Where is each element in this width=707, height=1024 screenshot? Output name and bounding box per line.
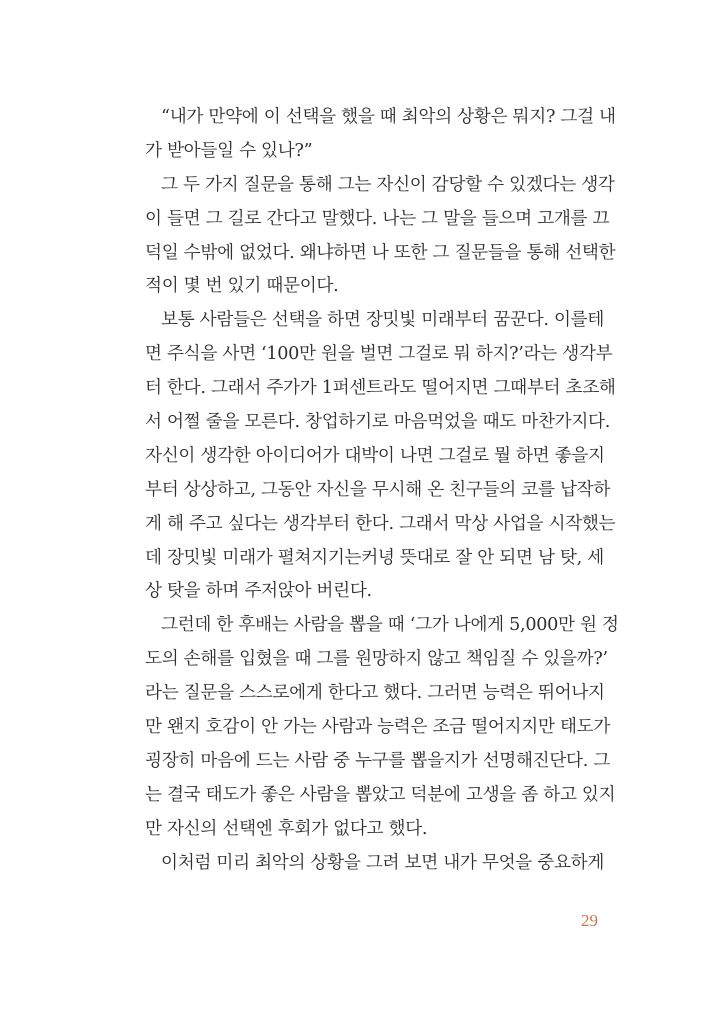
text-line: “내가 만약에 이 선택을 했을 때 최악의 상황은 뭐지? 그걸 내 [161,107,616,127]
text-line: 굉장히 마음에 드는 사람 중 누구를 뽑을지가 선명해진단다. 그 [145,750,611,771]
text-line: 보통 사람들은 선택을 하면 장밋빛 미래부터 꿈꾼다. 이를테 [161,310,605,331]
paragraph-3 [145,304,616,609]
text-line: 면 주식을 사면 ‘100만 원을 벌면 그걸로 뭐 하지?’라는 생각부 [145,344,613,365]
paragraph-1 [145,101,616,169]
text-line: 상 탓을 하며 주저앉아 버린다. [145,581,372,602]
page-number: 29 [581,911,598,930]
text-line: 그런데 한 후배는 사람을 뽑을 때 ‘그가 나에게 5,000만 원 정 [161,615,619,636]
text-line: 덕일 수밖에 없었다. 왜냐하면 나 또한 그 질문들을 통해 선택한 [145,242,616,263]
text-line: 터 한다. 그래서 주가가 1퍼센트라도 떨어지면 그때부터 초조해 [145,378,616,399]
text-line: 부터 상상하고, 그동안 자신을 무시해 온 친구들의 코를 납작하 [145,479,611,500]
paragraph-5 [145,847,605,881]
text-line: 이 들면 그 길로 간다고 말했다. 나는 그 말을 들으며 고개를 끄 [145,208,610,229]
paragraph-4 [145,609,619,846]
text-line: 자신이 생각한 아이디어가 대박이 나면 그걸로 뭘 하면 좋을지 [145,445,605,466]
text-line: 도의 손해를 입혔을 때 그를 원망하지 않고 책임질 수 있을까?’ [145,649,608,670]
text-line: 가 받아들일 수 있나?” [145,140,313,161]
text-line: 이처럼 미리 최악의 상황을 그려 보면 내가 무엇을 중요하게 [161,852,605,873]
text-line: 서 어쩔 줄을 모른다. 창업하기로 마음먹었을 때도 마찬가지다. [145,412,611,433]
text-line: 라는 질문을 스스로에게 한다고 했다. 그러면 능력은 뛰어나지 [145,683,605,704]
text-line: 게 해 주고 싶다는 생각부터 한다. 그래서 막상 사업을 시작했는 [145,513,616,534]
text-line: 만 왠지 호감이 안 가는 사람과 능력은 조금 떨어지지만 태도가 [145,717,611,738]
text-line: 적이 몇 번 있기 때문이다. [145,276,339,297]
text-line: 데 장밋빛 미래가 펼쳐지기는커녕 뜻대로 잘 안 되면 남 탓, 세 [145,547,604,568]
paragraph-2 [145,169,616,305]
body-text [145,101,619,880]
text-line: 그 두 가지 질문을 통해 그는 자신이 감당할 수 있겠다는 생각 [161,174,615,195]
text-line: 만 자신의 선택엔 후회가 없다고 했다. [145,818,428,839]
text-line: 는 결국 태도가 좋은 사람을 뽑았고 덕분에 고생을 좀 하고 있지 [145,784,616,805]
